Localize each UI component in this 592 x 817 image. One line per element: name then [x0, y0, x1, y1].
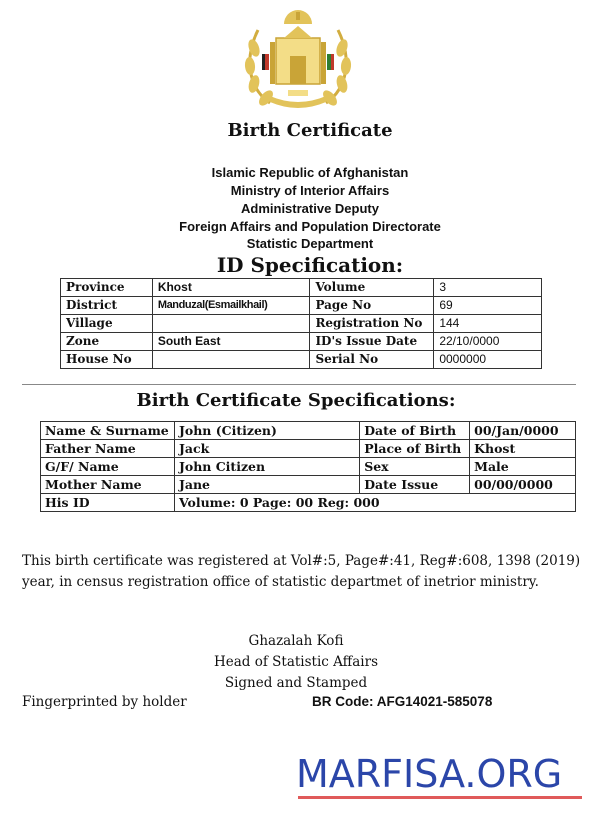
- birth-label-his-id: His ID: [41, 494, 175, 512]
- signatory-title: Head of Statistic Affairs: [214, 654, 378, 670]
- authority-line-ministry: Ministry of Interior Affairs: [230, 183, 390, 198]
- birth-label-mother: Mother Name: [41, 476, 175, 494]
- birth-label-sex: Sex: [360, 458, 470, 476]
- birth-value-mother: Jane: [174, 476, 359, 494]
- page-title: Birth Certificate: [227, 120, 393, 141]
- id-label-registration-no: Registration No: [310, 315, 434, 333]
- id-label-village: Village: [61, 315, 153, 333]
- table-row: [61, 279, 542, 297]
- birth-label-date-issue: Date Issue: [360, 476, 470, 494]
- birth-label-name: Name & Surname: [41, 422, 175, 440]
- id-label-house-no: House No: [61, 351, 153, 369]
- table-row: [61, 297, 542, 315]
- id-spec-table: [60, 278, 542, 369]
- authority-line-department: Statistic Department: [246, 236, 374, 251]
- table-row: [41, 494, 576, 512]
- birth-value-grandfather: John Citizen: [174, 458, 359, 476]
- id-label-issue-date: ID's Issue Date: [310, 333, 434, 351]
- birth-value-name: John (Citizen): [174, 422, 359, 440]
- table-row: [61, 333, 542, 351]
- br-code: BR Code: AFG14021-585078: [312, 694, 493, 709]
- id-label-volume: Volume: [310, 279, 434, 297]
- id-label-district: District: [61, 297, 153, 315]
- id-value-issue-date: 22/10/0000: [434, 333, 542, 351]
- watermark-logo: MARFISA.ORG: [296, 752, 563, 796]
- birth-spec-table: [40, 421, 576, 512]
- table-row: [41, 422, 576, 440]
- afghanistan-emblem-icon: [240, 8, 356, 116]
- authority-line-directorate: Foreign Affairs and Population Directorate: [179, 219, 441, 234]
- id-value-house-no: [152, 351, 310, 369]
- table-row: [41, 458, 576, 476]
- birth-spec-title: Birth Certificate Specifications:: [136, 390, 456, 411]
- id-label-page-no: Page No: [310, 297, 434, 315]
- id-value-zone: South East: [152, 333, 310, 351]
- id-value-province: Khost: [152, 279, 310, 297]
- id-spec-title: ID Specification:: [216, 253, 404, 277]
- id-value-district: Manduzal(Esmailkhail): [152, 297, 310, 315]
- table-row: [61, 315, 542, 333]
- id-value-page-no: 69: [434, 297, 542, 315]
- birth-label-dob: Date of Birth: [360, 422, 470, 440]
- birth-label-grandfather: G/F/ Name: [41, 458, 175, 476]
- signatory-name: Ghazalah Kofi: [248, 633, 344, 649]
- birth-label-place: Place of Birth: [360, 440, 470, 458]
- id-label-serial-no: Serial No: [310, 351, 434, 369]
- table-row: [61, 351, 542, 369]
- birth-value-dob: 00/Jan/0000: [470, 422, 576, 440]
- id-label-province: Province: [61, 279, 153, 297]
- birth-value-sex: Male: [470, 458, 576, 476]
- id-value-volume: 3: [434, 279, 542, 297]
- authority-line-deputy: Administrative Deputy: [241, 201, 379, 216]
- authority-line-country: Islamic Republic of Afghanistan: [211, 165, 409, 180]
- birth-label-father: Father Name: [41, 440, 175, 458]
- id-value-village: [152, 315, 310, 333]
- birth-value-his-id: Volume: 0 Page: 00 Reg: 000: [174, 494, 575, 512]
- watermark-underline: [298, 796, 582, 799]
- birth-value-place: Khost: [470, 440, 576, 458]
- registration-statement: This birth certificate was registered at Vol#:5, Page#:41, Reg#:608, 1398 (2019) year, in census registration office of statistic departmet of inetrior ministry.: [22, 553, 581, 590]
- birth-value-date-issue: 00/00/0000: [470, 476, 576, 494]
- fingerprint-note: Fingerprinted by holder: [22, 694, 187, 710]
- table-row: [41, 440, 576, 458]
- id-value-registration-no: 144: [434, 315, 542, 333]
- section-divider: [22, 384, 576, 385]
- table-row: [41, 476, 576, 494]
- id-label-zone: Zone: [61, 333, 153, 351]
- birth-value-father: Jack: [174, 440, 359, 458]
- id-value-serial-no: 0000000: [434, 351, 542, 369]
- signature-note: Signed and Stamped: [224, 675, 368, 691]
